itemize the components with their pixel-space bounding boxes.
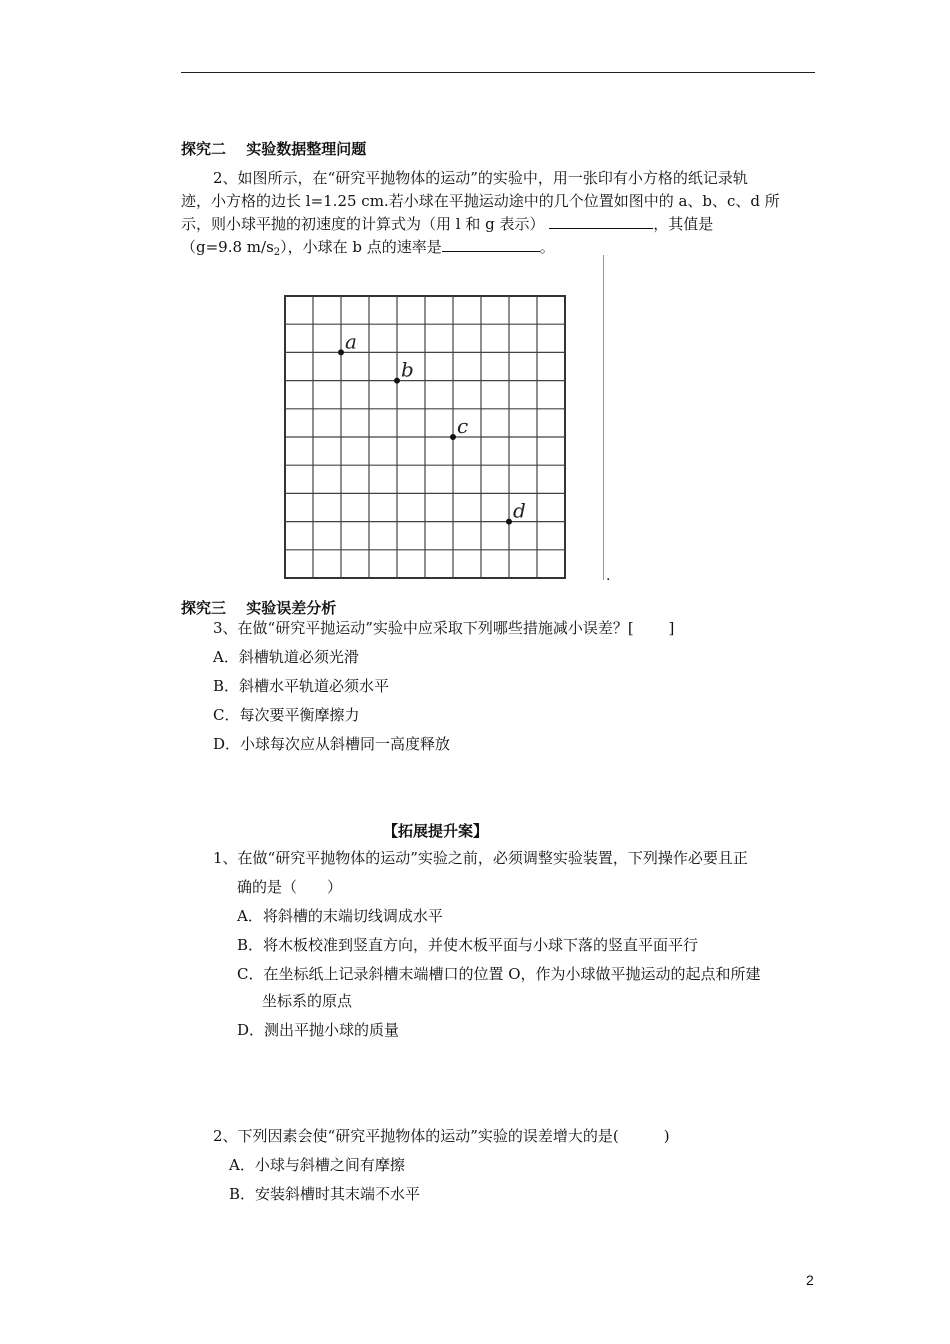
ext-q1-option-c-cont: 坐标系的原点 <box>262 992 353 1010</box>
q2-line4-sub: 2 <box>273 247 281 258</box>
ext-q1-option-c: C．在坐标纸上记录斜槽末端槽口的位置 O，作为小球做平抛运动的起点和所建 <box>237 965 761 983</box>
answer-blank-speed[interactable] <box>442 237 540 252</box>
ext-q1-line1: 1、在做“研究平抛物体的运动”实验之前，必须调整实验装置，下列操作必要且正 <box>213 849 748 867</box>
section3-question: 3、在做“研究平抛运动”实验中应采取下列哪些措施减小误差？[ ] <box>213 619 675 637</box>
header-rule <box>181 72 815 73</box>
section3-option-d: D．小球每次应从斜槽同一高度释放 <box>213 735 451 753</box>
figure-trailing-mark: . <box>606 568 611 584</box>
point-a-marker <box>338 349 344 355</box>
section3-heading: 探究三 实验误差分析 <box>181 599 337 617</box>
figure-separator-line <box>603 255 604 580</box>
section3-option-b: B．斜槽水平轨道必须水平 <box>213 677 390 695</box>
q2-line1: 2、如图所示，在“研究平抛物体的运动”的实验中，用一张印有小方格的纸记录轨 <box>213 169 748 187</box>
answer-blank-formula[interactable] <box>549 214 653 229</box>
ext-q2: 2、下列因素会使“研究平抛物体的运动”实验的误差增大的是( ) <box>213 1127 670 1145</box>
q2-line3 <box>181 213 713 234</box>
q2-line4-end: 。 <box>539 238 555 256</box>
ext-q2-option-b: B．安装斜槽时其末端不水平 <box>229 1185 421 1203</box>
point-b-marker <box>394 378 400 384</box>
section2-heading: 探究二 实验数据整理问题 <box>181 140 367 158</box>
q2-line4-mid: ），小球在 b 点的速率是 <box>280 238 442 256</box>
q2-line4-text: （g=9.8 m/s <box>181 238 274 256</box>
point-a-label: a <box>345 329 357 354</box>
q2-line3-text: 示，则小球平抛的初速度的计算式为（用 l 和 g 表示） <box>181 215 545 233</box>
extension-title: 【拓展提升案】 <box>383 822 489 840</box>
q2-line4 <box>181 236 555 258</box>
point-c-marker <box>450 434 456 440</box>
point-c-label: c <box>457 414 469 438</box>
ext-q1-line2: 确的是（ ） <box>237 878 343 896</box>
page-number: 2 <box>806 1272 814 1288</box>
point-d-label: d <box>513 498 526 523</box>
section3-option-c: C．每次要平衡摩擦力 <box>213 706 360 724</box>
point-b-label: b <box>401 357 414 382</box>
ext-q1-option-b: B．将木板校准到竖直方向，并使木板平面与小球下落的竖直平面平行 <box>237 936 699 954</box>
q2-line2: 迹，小方格的边长 l=1.25 cm.若小球在平抛运动途中的几个位置如图中的 a、b、c、d 所 <box>181 192 780 210</box>
section3-option-a: A．斜槽轨道必须光滑 <box>213 648 359 666</box>
ext-q2-option-a: A．小球与斜槽之间有摩擦 <box>229 1156 405 1174</box>
ext-q1-option-a: A．将斜槽的末端切线调成水平 <box>237 907 443 925</box>
point-d-marker <box>506 519 512 525</box>
q2-line3-tail: ，其值是 <box>653 215 714 233</box>
grid-figure <box>278 290 578 580</box>
ext-q1-option-d: D．测出平抛小球的质量 <box>237 1021 400 1039</box>
